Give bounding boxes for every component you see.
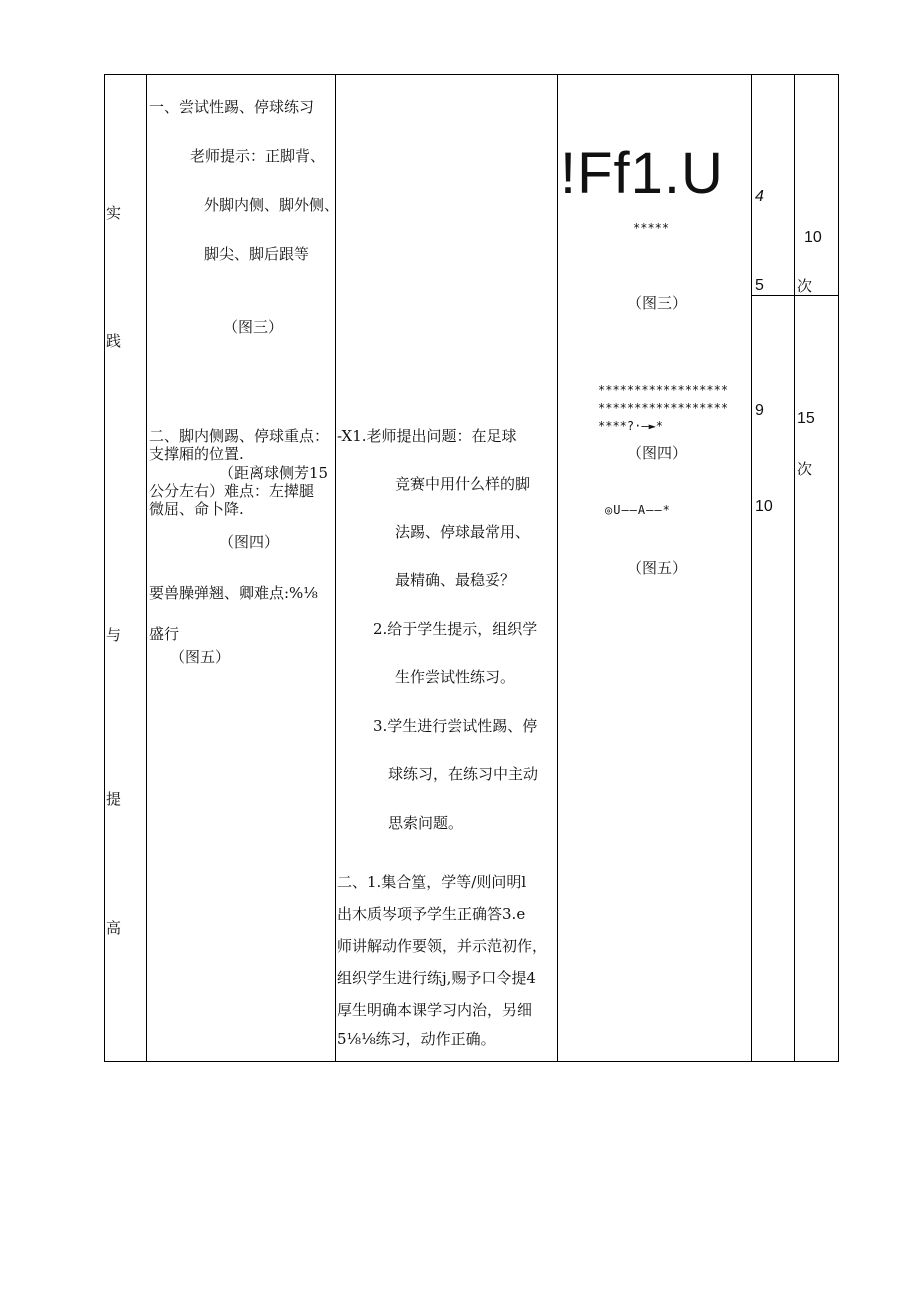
star-row-4: ****?·—►* <box>598 419 664 433</box>
stage-char-4: 提 <box>106 790 122 808</box>
section-1-line-1: 老师提示：正脚背、 <box>190 147 326 165</box>
formation-line: ◎U——A——* <box>605 503 671 517</box>
count-unit-2: 次 <box>797 460 813 478</box>
star-row-3: ****************** <box>598 401 729 415</box>
section-1-line-3: 脚尖、脚后跟等 <box>204 245 310 263</box>
section-2-methods-line-1: 二、1.集合篁，学等/则问明l <box>337 873 527 891</box>
count-value-1: 10 <box>804 229 822 246</box>
time-value-2: 5 <box>755 277 764 294</box>
method-1-line-2: 竞赛中用什么样的脚 <box>395 475 531 493</box>
stage-char-1: 实 <box>106 204 122 222</box>
section-2-methods-line-5: 厚生明确本课学习内治，另细 <box>337 1001 533 1019</box>
method-2-line-2: 生作尝试性练习。 <box>395 668 516 686</box>
method-1-line-4: 最精确、最稳妥？ <box>395 571 516 589</box>
section-1-line-2: 外脚内侧、脚外侧、 <box>204 196 340 214</box>
column-divider-4 <box>751 74 752 1062</box>
table-top-border <box>104 74 839 75</box>
section-2-line-1: 二、脚内侧踢、停球重点： <box>149 427 330 445</box>
count-unit-1: 次 <box>797 277 813 295</box>
section-3-line-1: 要兽臊弹翘、卿难点:%⅛ <box>149 584 318 602</box>
garbled-figure-text: !Ff1.U <box>560 141 724 206</box>
section-2-line-4: 公分左右）难点：左撵腿 <box>149 482 315 500</box>
method-1-line-3: 法踢、停球最常用、 <box>395 523 531 541</box>
row-divider-right <box>751 295 839 296</box>
stage-char-5: 高 <box>106 919 122 937</box>
stage-char-3: 与 <box>106 626 122 644</box>
figure-4-label: （图四） <box>219 533 280 551</box>
column-divider-3 <box>557 74 558 1062</box>
method-3-line-2: 球练习，在练习中主动 <box>388 765 539 783</box>
diagram-figure-4-label: （图四） <box>627 444 688 462</box>
diagram-figure-3-label: （图三） <box>627 294 688 312</box>
count-value-2: 15 <box>797 410 815 427</box>
section-1-title: 一、尝试性踢、停球练习 <box>149 98 315 116</box>
section-3-line-2: 盛行 <box>149 625 180 643</box>
section-2-methods-line-2: 出木质岑项予学生正确答3.e <box>337 905 526 923</box>
section-2-line-5: 微屈、命卜降. <box>149 500 244 518</box>
section-2-line-2: 支撑厢的位置. <box>149 445 244 463</box>
stage-char-2: 践 <box>106 332 122 350</box>
time-value-1: 4 <box>755 188 764 205</box>
star-row-2: ****************** <box>598 383 729 397</box>
method-3-line-1: 3.学生进行尝试性踢、停 <box>373 717 538 735</box>
method-1-line-1: -X1.老师提出问题：在足球 <box>337 427 517 445</box>
column-divider-5 <box>794 74 795 1062</box>
section-2-methods-line-3: 师讲解动作要领，并示范初作， <box>337 937 548 955</box>
column-divider-1 <box>146 74 147 1062</box>
diagram-figure-5-label: （图五） <box>627 559 688 577</box>
method-3-line-3: 思索问题。 <box>388 814 464 832</box>
figure-5-label: （图五） <box>170 648 231 666</box>
time-value-4: 10 <box>755 498 773 515</box>
column-divider-2 <box>335 74 336 1062</box>
figure-3-label: （图三） <box>223 318 284 336</box>
method-2-line-1: 2.给于学生提示，组织学 <box>373 620 538 638</box>
section-2-line-3: （距离球侧芳15 <box>219 464 329 482</box>
star-row-1: ***** <box>633 221 670 235</box>
time-value-3: 9 <box>755 402 764 419</box>
table-bottom-border <box>104 1061 839 1062</box>
table-right-border <box>838 74 839 1062</box>
table-left-border <box>104 74 105 1062</box>
section-2-methods-line-6: 5⅛⅛练习，动作正确。 <box>337 1030 496 1048</box>
section-2-methods-line-4: 组织学生进行练j,赐予口令提4 <box>337 969 536 987</box>
